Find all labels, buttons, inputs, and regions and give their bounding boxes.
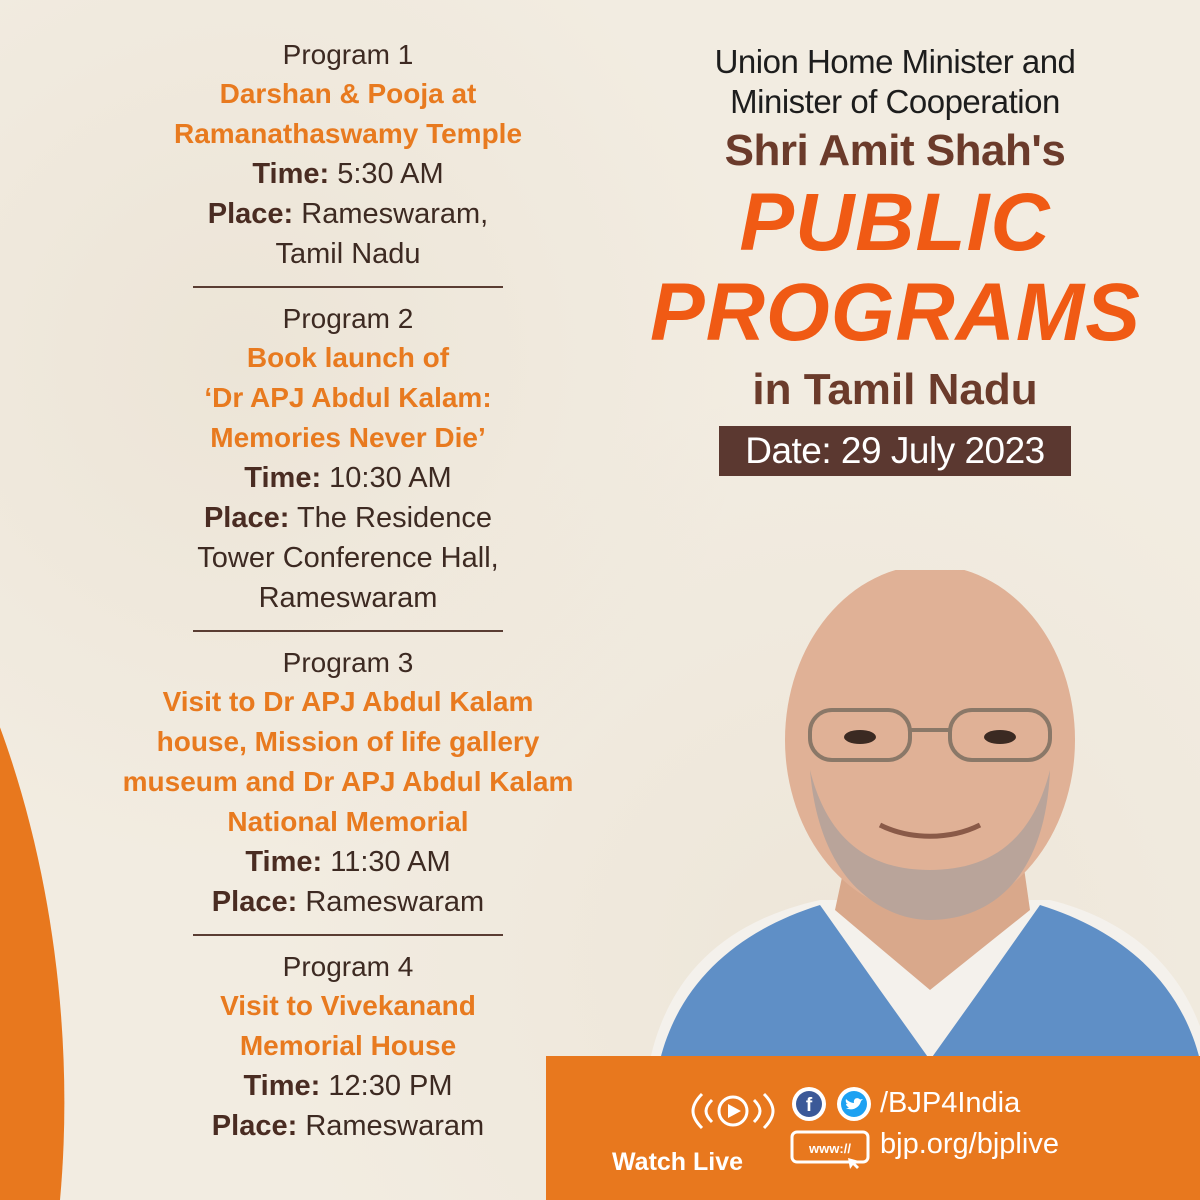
headline-programs: PROGRAMS xyxy=(650,267,1141,358)
headline-public: PUBLIC xyxy=(739,177,1051,268)
social-handle-link[interactable]: /BJP4India xyxy=(880,1087,1021,1119)
program-list xyxy=(40,36,656,1146)
place-label: Place: xyxy=(211,886,298,918)
place-label: Place: xyxy=(211,1110,298,1142)
place-value: Rameswaram, xyxy=(301,198,489,230)
time-value: 10:30 AM xyxy=(329,462,452,494)
place-value: Rameswaram xyxy=(305,1110,485,1142)
place-value-line3: Rameswaram xyxy=(258,582,438,614)
program-heading: Program 3 xyxy=(282,647,414,678)
live-broadcast-icon xyxy=(688,1086,778,1136)
www-label: www:// xyxy=(809,1141,851,1156)
program-heading: Program 2 xyxy=(282,303,414,334)
website-link[interactable]: bjp.org/bjplive xyxy=(880,1128,1059,1160)
divider xyxy=(193,934,503,936)
place-value-line2: Tamil Nadu xyxy=(275,238,421,270)
time-value: 11:30 AM xyxy=(330,846,451,878)
facebook-letter: f xyxy=(805,1095,813,1116)
program-heading: Program 4 xyxy=(282,951,414,982)
program-place xyxy=(40,498,656,538)
program-3 xyxy=(40,644,656,922)
program-place xyxy=(40,882,656,922)
place-value: Rameswaram xyxy=(305,886,485,918)
program-title: Darshan & Pooja at Ramanathaswamy Temple xyxy=(173,78,523,149)
region-text: in Tamil Nadu xyxy=(752,365,1038,414)
program-title: Visit to Vivekanand Memorial House xyxy=(220,990,476,1061)
facebook-icon[interactable] xyxy=(792,1087,826,1121)
watch-live-label: Watch Live xyxy=(612,1148,744,1176)
program-place xyxy=(40,194,656,234)
program-1 xyxy=(40,36,656,274)
time-value: 12:30 PM xyxy=(328,1070,453,1102)
footer-bar xyxy=(546,1056,1200,1200)
divider xyxy=(193,286,503,288)
program-time xyxy=(40,842,656,882)
time-label: Time: xyxy=(244,462,322,494)
designation-line-2: Minister of Cooperation xyxy=(730,83,1060,120)
place-label: Place: xyxy=(203,502,290,534)
program-2 xyxy=(40,300,656,618)
program-heading: Program 1 xyxy=(282,39,414,70)
time-value: 5:30 AM xyxy=(337,158,444,190)
divider xyxy=(193,630,503,632)
poster-header xyxy=(650,42,1140,476)
designation-line-1: Union Home Minister and xyxy=(714,43,1076,80)
time-label: Time: xyxy=(243,1070,321,1102)
time-label: Time: xyxy=(245,846,323,878)
program-title: Visit to Dr APJ Abdul Kalam house, Mission of life gallery museum and Dr APJ Abdul Kalam National Memorial xyxy=(122,686,574,837)
time-label: Time: xyxy=(252,158,330,190)
program-time xyxy=(40,458,656,498)
twitter-icon[interactable] xyxy=(837,1087,871,1121)
place-value-line2: Tower Conference Hall, xyxy=(197,542,499,574)
date-badge: Date: 29 July 2023 xyxy=(719,426,1071,476)
program-time xyxy=(40,154,656,194)
minister-name: Shri Amit Shah's xyxy=(724,126,1066,175)
web-browser-icon xyxy=(790,1130,870,1170)
portrait-illustration xyxy=(650,570,1200,1060)
place-label: Place: xyxy=(207,198,294,230)
program-title: Book launch of ‘Dr APJ Abdul Kalam: Memories Never Die’ xyxy=(204,342,492,453)
place-value: The Residence xyxy=(296,502,493,534)
